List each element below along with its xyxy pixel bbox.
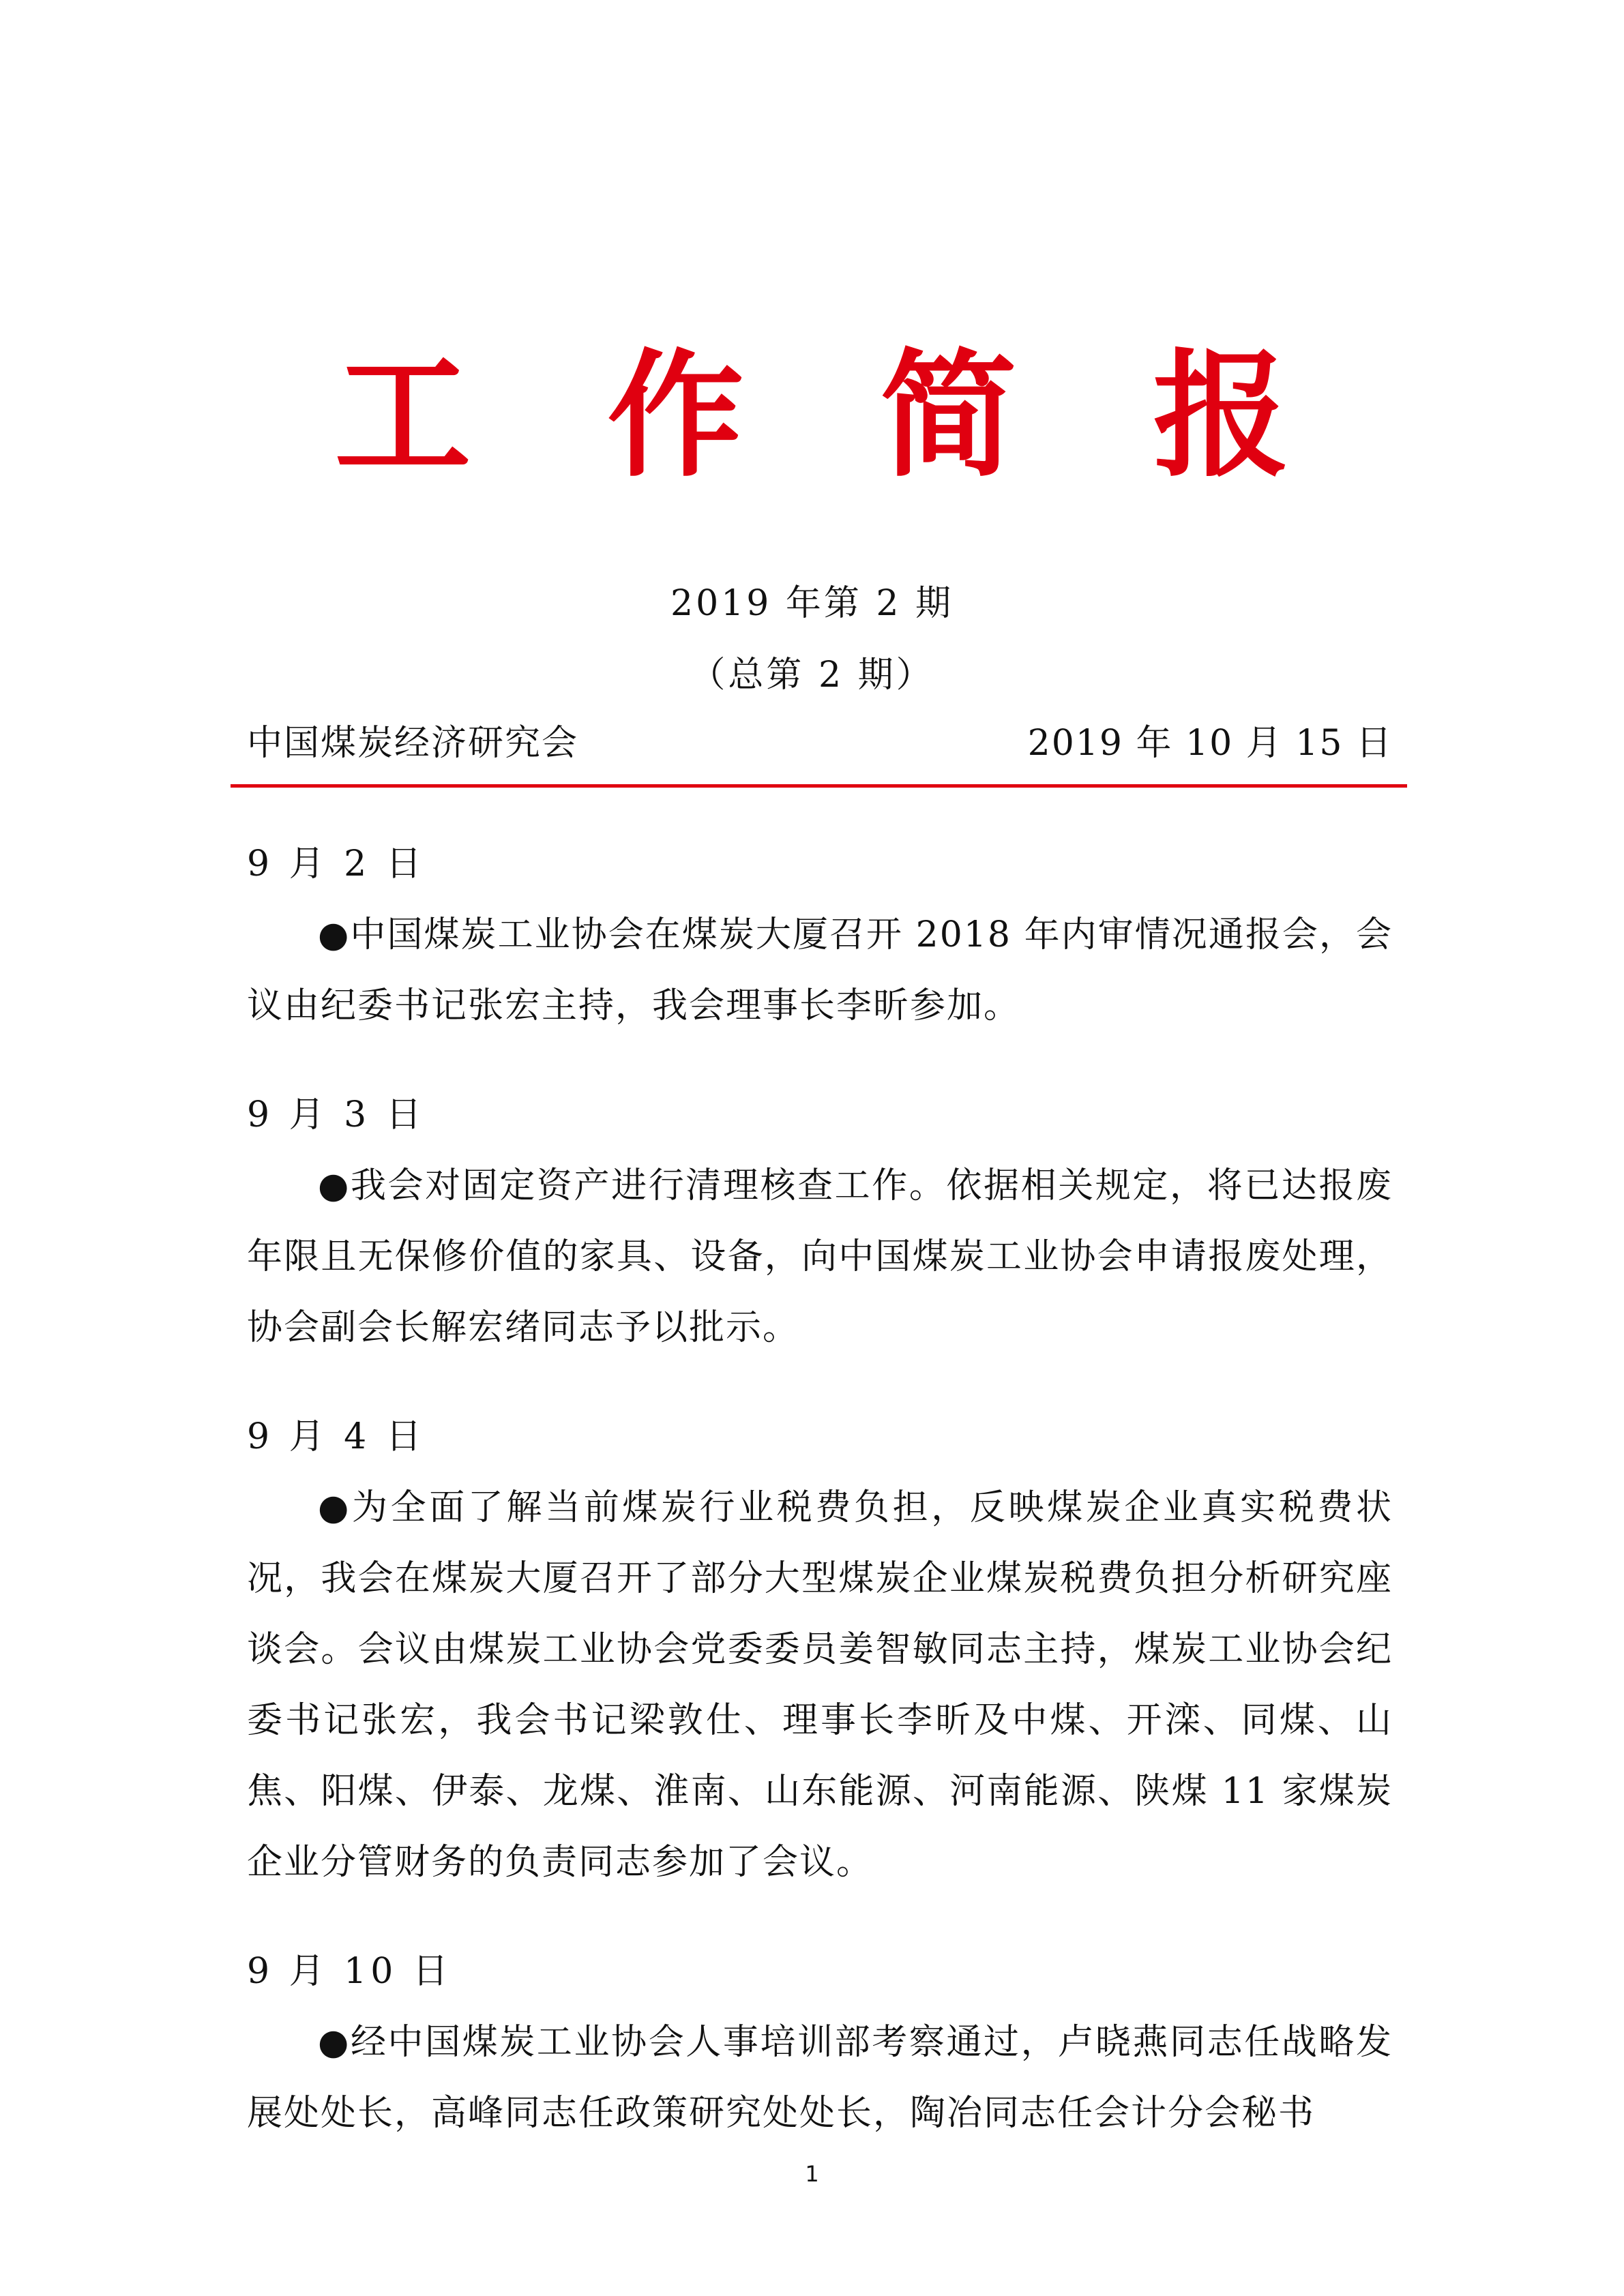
entry-date: 9 月 2 日 [247, 844, 426, 884]
red-divider-rule [231, 784, 1407, 788]
entry-text: 中国煤炭工业协会在煤炭大厦召开 2018 年内审情况通报会，会议由纪委书记张宏主持，我会理事长李昕参加。 [247, 914, 1393, 1026]
entry-body [247, 899, 1393, 1041]
entry-date: 9 月 3 日 [247, 1094, 426, 1135]
entry-date: 9 月 10 日 [247, 1951, 452, 1992]
briefing-content [247, 829, 1393, 2149]
entry-body [247, 1472, 1393, 1898]
header-row [247, 719, 1393, 767]
masthead-title: 工作简报 [334, 336, 1426, 496]
entry [247, 829, 1393, 1041]
organization-name: 中国煤炭经济研究会 [247, 723, 579, 764]
bullet-icon: ● [318, 2022, 351, 2063]
bullet-icon: ● [318, 914, 351, 955]
entry [247, 1079, 1393, 1363]
entry-body [247, 1150, 1393, 1363]
entry-text: 经中国煤炭工业协会人事培训部考察通过，卢晓燕同志任战略发展处处长，高峰同志任政策研究处处长，陶冶同志任会计分会秘书 [247, 2022, 1393, 2134]
page-number: 1 [805, 2161, 819, 2187]
bullet-icon: ● [318, 1165, 351, 1206]
entry-body [247, 2007, 1393, 2149]
bullet-icon: ● [318, 1487, 352, 1528]
issue-total: （总第 2 期） [690, 655, 934, 696]
publication-date: 2019 年 10 月 15 日 [1027, 723, 1393, 764]
entry-text: 我会对固定资产进行清理核查工作。依据相关规定，将已达报废年限且无保修价值的家具、设备，向中国煤炭工业协会申请报废处理，协会副会长解宏绪同志予以批示。 [247, 1165, 1393, 1348]
entry-text: 为全面了解当前煤炭行业税费负担，反映煤炭企业真实税费状况，我会在煤炭大厦召开了部分大型煤炭企业煤炭税费负担分析研究座谈会。会议由煤炭工业协会党委委员姜智敏同志主持，煤炭工业协会纪委书记张宏，我会书记梁敦仕、理事长李昕及中煤、开滦、同煤、山焦、阳煤、伊泰、龙煤、淮南、山东能源、河南能源、陕煤 11 家煤炭企业分管财务的负责同志参加了会议。 [247, 1487, 1393, 1883]
issue-number: 2019 年第 2 期 [670, 583, 954, 624]
entry [247, 1936, 1393, 2149]
entry [247, 1401, 1393, 1898]
entry-date: 9 月 4 日 [247, 1416, 426, 1457]
